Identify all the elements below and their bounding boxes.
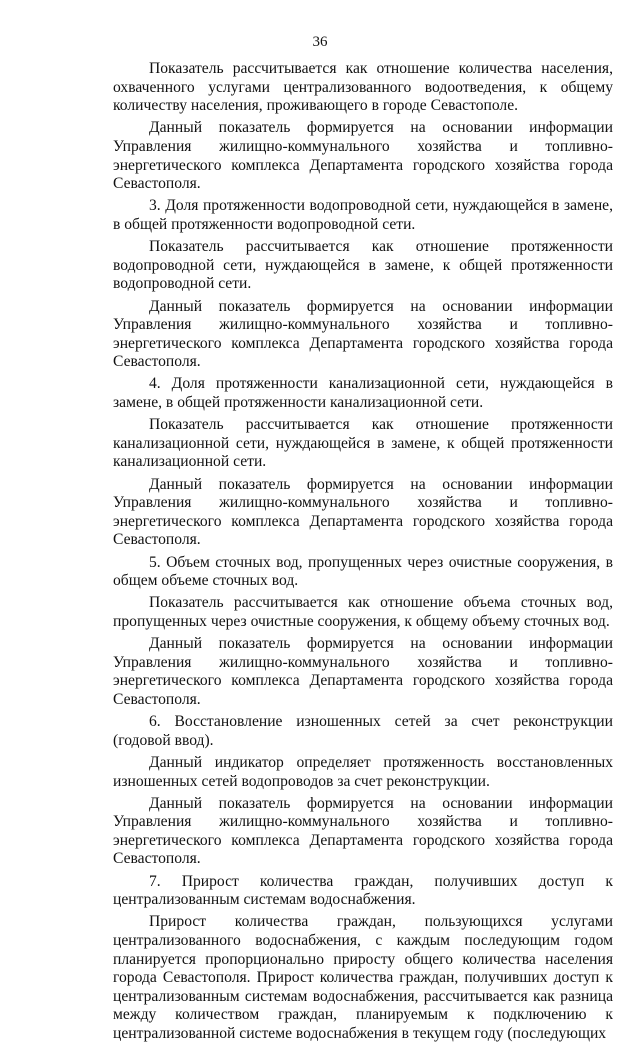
paragraph: 5. Объем сточных вод, пропущенных через очистные сооружения, в общем объеме сточных вод. xyxy=(113,553,613,590)
paragraph: 4. Доля протяженности канализационной сети, нуждающейся в замене, в общей протяженности канализационной сети. xyxy=(113,375,613,412)
paragraph: Прирост количества граждан, пользующихся услугами централизованного водоснабжения, с каждым последующим годом планируется пропорционально приросту общего количества населения города Севастополя. Прирост количества граждан, получивших доступ к централизованным системам водоснабжения, рассчитывается как разница между количеством граждан, планируемым к подключению к централизованной системе водоснабжения в текущем году (последующих xyxy=(113,913,613,1042)
paragraph: Данный показатель формируется на основании информации Управления жилищно-коммунального хозяйства и топливно-энергетического комплекса Департамента городского хозяйства города Севастополя. xyxy=(113,119,613,193)
paragraph: Показатель рассчитывается как отношение протяженности водопроводной сети, нуждающейся в замене, к общей протяженности водопроводной сети. xyxy=(113,238,613,293)
page-number: 36 xyxy=(312,34,328,50)
paragraph: 3. Доля протяженности водопроводной сети, нуждающейся в замене, в общей протяженности водопроводной сети. xyxy=(113,197,613,233)
paragraph: Данный показатель формируется на основании информации Управления жилищно-коммунального хозяйства и топливно-энергетического комплекса Департамента городского хозяйства города Севастополя. xyxy=(113,635,613,708)
paragraph: Показатель рассчитывается как отношение объема сточных вод, пропущенных через очистные сооружения, к общему объему сточных вод. xyxy=(113,594,613,630)
paragraph: Показатель рассчитывается как отношение протяженности канализационной сети, нуждающейся в замене, к общей протяженности канализационной сети. xyxy=(113,416,613,471)
paragraph: Данный индикатор определяет протяженность восстановленных изношенных сетей водопроводов за счет реконструкции. xyxy=(113,753,613,790)
paragraph: Данный показатель формируется на основании информации Управления жилищно-коммунального хозяйства и топливно-энергетического комплекса Департамента городского хозяйства города Севастополя. xyxy=(113,297,613,371)
paragraph: 6. Восстановление изношенных сетей за счет реконструкции (годовой ввод). xyxy=(113,713,613,749)
paragraph: Показатель рассчитывается как отношение количества населения, охваченного услугами централизованного водоотведения, к общему количеству населения, проживающего в городе Севастополе. xyxy=(113,60,613,115)
paragraph: Данный показатель формируется на основании информации Управления жилищно-коммунального хозяйства и топливно-энергетического комплекса Департамента городского хозяйства города Севастополя. xyxy=(113,794,613,868)
document-body xyxy=(113,60,613,1047)
paragraph: Данный показатель формируется на основании информации Управления жилищно-коммунального хозяйства и топливно-энергетического комплекса Департамента городского хозяйства города Севастополя. xyxy=(113,475,613,549)
paragraph: 7. Прирост количества граждан, получивших доступ к централизованным системам водоснабжения. xyxy=(113,872,613,909)
